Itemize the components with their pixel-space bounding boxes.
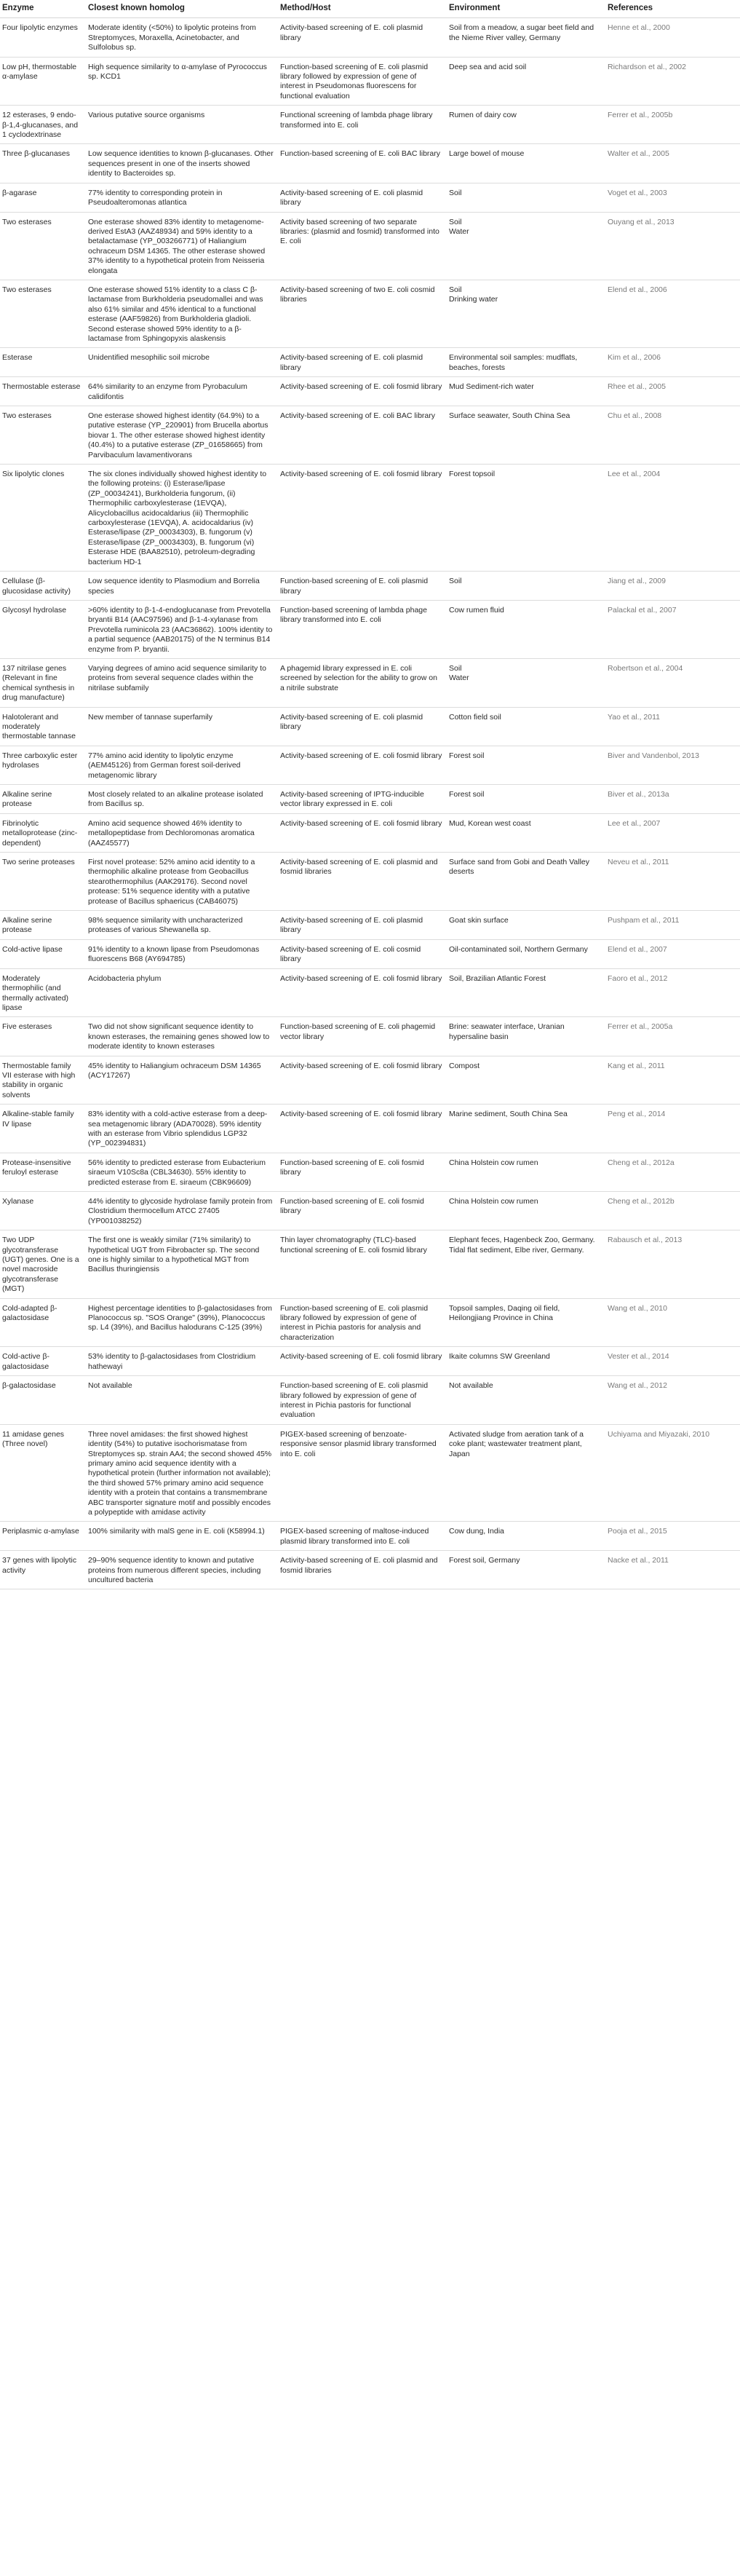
method-cell: Activity-based screening of E. coli plasmid and fosmid libraries: [278, 1551, 447, 1589]
table-row: [0, 348, 740, 377]
environment-cell: Elephant feces, Hagenbeck Zoo, Germany. Tidal flat sediment, Elbe river, Germany.: [447, 1230, 605, 1298]
enzyme-cell: Three carboxylic ester hydrolases: [0, 746, 86, 784]
homolog-cell: >60% identity to β-1-4-endoglucanase from Prevotella bryantii B14 (AAC97596) and β-1-4-xylanase from Prevotella ruminicola 23 (AAC36862). 100% identity to a partial sequence (AAB20175) of the N terminus B14 enzyme from P. bryantii.: [86, 600, 278, 658]
method-cell: PIGEX-based screening of maltose-induced plasmid library transformed into E. coli: [278, 1522, 447, 1551]
homolog-cell: The six clones individually showed highest identity to the following proteins: (i) Esterase/lipase (ZP_00034241), Burkholderia fungorum, (ii) Thermophilic carboxylesterase (1EVQA), Alicyclobacillus acidocaldarius (iii) Thermophilic carboxylesterase (1EVQA), A. acidocaldarius (iv) Esterase/lipase (ZP_00034303), B. fungorum (v) Esterase/lipase (ZP_00034303), B. fungorum (vi) Esterase HDE (BAA82510), petroleum-degrading bacterium HD-1: [86, 465, 278, 572]
reference-cell: Peng et al., 2014: [605, 1105, 740, 1153]
table-row: [0, 1153, 740, 1191]
table-row: [0, 1230, 740, 1298]
reference-cell: Ferrer et al., 2005a: [605, 1017, 740, 1056]
homolog-cell: Three novel amidases: the first showed highest identity (54%) to putative isochorismatase from Streptomyces sp. strain AA4; the second showed 45% primary amino acid sequence identity with a hypothetical protein (further information not available); the third showed 57% primary amino acid sequence identity with a protein that contains a transmembrane ABC transporter signature motif and possibly encodes a polypeptide with amidase activity: [86, 1424, 278, 1522]
reference-cell: Wang et al., 2012: [605, 1376, 740, 1425]
environment-cell: China Holstein cow rumen: [447, 1153, 605, 1191]
method-cell: Function-based screening of E. coli BAC library: [278, 144, 447, 183]
method-cell: Function-based screening of E. coli plasmid library followed by expression of gene of interest in Pichia pastoris for functional evaluation: [278, 1376, 447, 1425]
method-cell: Function-based screening of E. coli plasmid library: [278, 572, 447, 601]
table-row: [0, 280, 740, 347]
method-cell: Function-based screening of E. coli plasmid library followed by expression of gene of interest in Pichia pastoris for analysis and characterization: [278, 1298, 447, 1347]
method-cell: PIGEX-based screening of benzoate-responsive sensor plasmid library transformed into E. coli: [278, 1424, 447, 1522]
environment-cell: Environmental soil samples: mudflats, beaches, forests: [447, 348, 605, 377]
reference-cell: Elend et al., 2006: [605, 280, 740, 347]
table-row: [0, 853, 740, 911]
reference-cell: Ferrer et al., 2005b: [605, 106, 740, 144]
column-header-enzyme: Enzyme: [0, 0, 86, 18]
reference-cell: Neveu et al., 2011: [605, 853, 740, 911]
reference-cell: Lee et al., 2004: [605, 465, 740, 572]
method-cell: Activity based screening of two separate libraries: (plasmid and fosmid) transformed into E. coli: [278, 212, 447, 280]
enzyme-cell: β-galactosidase: [0, 1376, 86, 1425]
homolog-cell: 91% identity to a known lipase from Pseudomonas fluorescens B68 (AY694785): [86, 939, 278, 968]
enzyme-cell: Glycosyl hydrolase: [0, 600, 86, 658]
enzyme-cell: Alkaline-stable family IV lipase: [0, 1105, 86, 1153]
enzyme-cell: 137 nitrilase genes (Relevant in fine chemical synthesis in drug manufacture): [0, 658, 86, 707]
reference-cell: Vester et al., 2014: [605, 1347, 740, 1376]
environment-cell: Cotton field soil: [447, 707, 605, 746]
method-cell: Activity-based screening of E. coli fosmid library: [278, 746, 447, 784]
environment-cell: Activated sludge from aeration tank of a coke plant; wastewater treatment plant, Japan: [447, 1424, 605, 1522]
method-cell: Activity-based screening of E. coli fosmid library: [278, 813, 447, 852]
table-row: [0, 1347, 740, 1376]
environment-cell: Forest soil: [447, 746, 605, 784]
environment-cell: Deep sea and acid soil: [447, 57, 605, 106]
environment-cell: Forest soil: [447, 785, 605, 814]
environment-cell: Goat skin surface: [447, 911, 605, 940]
method-cell: Activity-based screening of E. coli BAC library: [278, 406, 447, 465]
reference-cell: Wang et al., 2010: [605, 1298, 740, 1347]
enzyme-cell: Cold-active β-galactosidase: [0, 1347, 86, 1376]
enzyme-cell: 12 esterases, 9 endo-β-1,4-glucanases, and 1 cyclodextrinase: [0, 106, 86, 144]
table-row: [0, 968, 740, 1017]
environment-cell: Large bowel of mouse: [447, 144, 605, 183]
homolog-cell: High sequence similarity to α-amylase of Pyrococcus sp. KCD1: [86, 57, 278, 106]
method-cell: Function-based screening of E. coli fosmid library: [278, 1192, 447, 1230]
table-row: [0, 57, 740, 106]
table-row: [0, 1056, 740, 1105]
reference-cell: Chu et al., 2008: [605, 406, 740, 465]
environment-cell: Surface seawater, South China Sea: [447, 406, 605, 465]
enzyme-cell: Five esterases: [0, 1017, 86, 1056]
table-row: [0, 406, 740, 465]
environment-cell: Soil Drinking water: [447, 280, 605, 347]
table-row: [0, 144, 740, 183]
method-cell: Function-based screening of E. coli plasmid library followed by expression of gene of interest in Pseudomonas fluorescens for functional evaluation: [278, 57, 447, 106]
method-cell: Activity-based screening of E. coli plasmid and fosmid libraries: [278, 853, 447, 911]
enzyme-cell: Periplasmic α-amylase: [0, 1522, 86, 1551]
reference-cell: Biver and Vandenbol, 2013: [605, 746, 740, 784]
table-row: [0, 1105, 740, 1153]
environment-cell: Soil from a meadow, a sugar beet field and the Nieme River valley, Germany: [447, 18, 605, 57]
method-cell: Activity-based screening of E. coli plasmid library: [278, 18, 447, 57]
homolog-cell: The first one is weakly similar (71% similarity) to hypothetical UGT from Fibrobacter sp. The second one is highly similar to a hypothetical MGT from Bacillus thuringiensis: [86, 1230, 278, 1298]
reference-cell: Ouyang et al., 2013: [605, 212, 740, 280]
table-row: [0, 911, 740, 940]
homolog-cell: Acidobacteria phylum: [86, 968, 278, 1017]
homolog-cell: Highest percentage identities to β-galactosidases from Planococcus sp. "SOS Orange" (39%), Planococcus sp. L4 (39%), and Bacillus halodurans C-125 (39%): [86, 1298, 278, 1347]
method-cell: Activity-based screening of E. coli cosmid library: [278, 939, 447, 968]
homolog-cell: Varying degrees of amino acid sequence similarity to proteins from several sequence clades within the nitrilase subfamily: [86, 658, 278, 707]
table-row: [0, 18, 740, 57]
environment-cell: Mud, Korean west coast: [447, 813, 605, 852]
table-row: [0, 465, 740, 572]
enzyme-cell: Alkaline serine protease: [0, 785, 86, 814]
reference-cell: Palackal et al., 2007: [605, 600, 740, 658]
method-cell: Activity-based screening of IPTG-inducible vector library expressed in E. coli: [278, 785, 447, 814]
method-cell: Activity-based screening of E. coli fosmid library: [278, 968, 447, 1017]
table-row: [0, 1376, 740, 1425]
enzyme-cell: Two UDP glycotransferase (UGT) genes. One is a novel macroside glycotransferase (MGT): [0, 1230, 86, 1298]
enzyme-cell: Cellulase (β-glucosidase activity): [0, 572, 86, 601]
reference-cell: Pooja et al., 2015: [605, 1522, 740, 1551]
environment-cell: Compost: [447, 1056, 605, 1105]
homolog-cell: 45% identity to Haliangium ochraceum DSM 14365 (ACY17267): [86, 1056, 278, 1105]
enzyme-cell: Xylanase: [0, 1192, 86, 1230]
homolog-cell: Most closely related to an alkaline protease isolated from Bacillus sp.: [86, 785, 278, 814]
table-row: [0, 106, 740, 144]
enzyme-cell: Alkaline serine protease: [0, 911, 86, 940]
table-row: [0, 658, 740, 707]
homolog-cell: One esterase showed 51% identity to a class C β-lactamase from Burkholderia pseudomallei and was also 61% similar and 45% identical to a functional esterase (AAF59826) from Burkholderia gladioli. Second esterase showed 59% identity to a β-lactamase from Sphingopyxis alaskensis: [86, 280, 278, 347]
reference-cell: Elend et al., 2007: [605, 939, 740, 968]
environment-cell: Cow rumen fluid: [447, 600, 605, 658]
environment-cell: Forest topsoil: [447, 465, 605, 572]
enzyme-cell: Halotolerant and moderately thermostable tannase: [0, 707, 86, 746]
enzyme-cell: Low pH, thermostable α-amylase: [0, 57, 86, 106]
homolog-cell: 44% identity to glycoside hydrolase family protein from Clostridium thermocellum ATCC 27405 (YP001038252): [86, 1192, 278, 1230]
enzyme-cell: Protease-insensitive feruloyl esterase: [0, 1153, 86, 1191]
method-cell: Thin layer chromatography (TLC)-based functional screening of E. coli fosmid library: [278, 1230, 447, 1298]
homolog-cell: 83% identity with a cold-active esterase from a deep-sea metagenomic library (ADA70028). 59% identity with an esterase from Vibrio splendidus LGP32 (YP_002394831): [86, 1105, 278, 1153]
method-cell: Activity-based screening of E. coli fosmid library: [278, 377, 447, 406]
environment-cell: Rumen of dairy cow: [447, 106, 605, 144]
reference-cell: Rhee et al., 2005: [605, 377, 740, 406]
reference-cell: Cheng et al., 2012b: [605, 1192, 740, 1230]
enzyme-cell: 11 amidase genes (Three novel): [0, 1424, 86, 1522]
homolog-cell: First novel protease: 52% amino acid identity to a thermophilic alkaline protease from Geobacillus stearothermophilus (AAK29176). Second novel protease: 51% sequence identity with a putative protease of Bacillus sphaericus (CAB46075): [86, 853, 278, 911]
environment-cell: Soil, Brazilian Atlantic Forest: [447, 968, 605, 1017]
reference-cell: Cheng et al., 2012a: [605, 1153, 740, 1191]
environment-cell: Oil-contaminated soil, Northern Germany: [447, 939, 605, 968]
homolog-cell: Various putative source organisms: [86, 106, 278, 144]
reference-cell: Kang et al., 2011: [605, 1056, 740, 1105]
homolog-cell: 98% sequence similarity with uncharacterized proteases of various Shewanella sp.: [86, 911, 278, 940]
table-row: [0, 212, 740, 280]
enzyme-cell: Moderately thermophilic (and thermally activated) lipase: [0, 968, 86, 1017]
column-header-references: References: [605, 0, 740, 18]
environment-cell: Brine: seawater interface, Uranian hypersaline basin: [447, 1017, 605, 1056]
enzyme-cell: Fibrinolytic metalloprotease (zinc-dependent): [0, 813, 86, 852]
table-row: [0, 572, 740, 601]
homolog-cell: New member of tannase superfamily: [86, 707, 278, 746]
enzyme-cell: Thermostable esterase: [0, 377, 86, 406]
homolog-cell: Two did not show significant sequence identity to known esterases, the remaining genes showed low to moderate identity to known esterases: [86, 1017, 278, 1056]
reference-cell: Kim et al., 2006: [605, 348, 740, 377]
homolog-cell: Moderate identity (<50%) to lipolytic proteins from Streptomyces, Moraxella, Acinetobacter, and Sulfolobus sp.: [86, 18, 278, 57]
reference-cell: Nacke et al., 2011: [605, 1551, 740, 1589]
reference-cell: Rabausch et al., 2013: [605, 1230, 740, 1298]
method-cell: Function-based screening of lambda phage library transformed into E. coli: [278, 600, 447, 658]
homolog-cell: Unidentified mesophilic soil microbe: [86, 348, 278, 377]
method-cell: Function-based screening of E. coli fosmid library: [278, 1153, 447, 1191]
reference-cell: Walter et al., 2005: [605, 144, 740, 183]
homolog-cell: 29–90% sequence identity to known and putative proteins from numerous different species, including uncultured bacteria: [86, 1551, 278, 1589]
method-cell: Activity-based screening of E. coli plasmid library: [278, 348, 447, 377]
column-header-homolog: Closest known homolog: [86, 0, 278, 18]
method-cell: A phagemid library expressed in E. coli screened by selection for the ability to grow on a nitrile substrate: [278, 658, 447, 707]
homolog-cell: Low sequence identity to Plasmodium and Borrelia species: [86, 572, 278, 601]
reference-cell: Pushpam et al., 2011: [605, 911, 740, 940]
table-body: [0, 18, 740, 1589]
reference-cell: Voget et al., 2003: [605, 183, 740, 212]
environment-cell: Mud Sediment-rich water: [447, 377, 605, 406]
reference-cell: Richardson et al., 2002: [605, 57, 740, 106]
homolog-cell: 77% amino acid identity to lipolytic enzyme (AEM45126) from German forest soil-derived metagenomic library: [86, 746, 278, 784]
environment-cell: Soil Water: [447, 212, 605, 280]
environment-cell: Topsoil samples, Daqing oil field, Heilongjiang Province in China: [447, 1298, 605, 1347]
homolog-cell: 77% identity to corresponding protein in Pseudoalteromonas atlantica: [86, 183, 278, 212]
enzyme-cell: Thermostable family VII esterase with high stability in organic solvents: [0, 1056, 86, 1105]
enzyme-cell: Six lipolytic clones: [0, 465, 86, 572]
reference-cell: Biver et al., 2013a: [605, 785, 740, 814]
environment-cell: China Holstein cow rumen: [447, 1192, 605, 1230]
column-header-environment: Environment: [447, 0, 605, 18]
table-row: [0, 1522, 740, 1551]
table-row: [0, 377, 740, 406]
environment-cell: Not available: [447, 1376, 605, 1425]
table-row: [0, 785, 740, 814]
table-row: [0, 939, 740, 968]
environment-cell: Marine sediment, South China Sea: [447, 1105, 605, 1153]
environment-cell: Ikaite columns SW Greenland: [447, 1347, 605, 1376]
method-cell: Activity-based screening of E. coli plasmid library: [278, 911, 447, 940]
reference-cell: Jiang et al., 2009: [605, 572, 740, 601]
enzyme-cell: Cold-active lipase: [0, 939, 86, 968]
environment-cell: Surface sand from Gobi and Death Valley deserts: [447, 853, 605, 911]
table-row: [0, 1298, 740, 1347]
enzyme-cell: Cold-adapted β-galactosidase: [0, 1298, 86, 1347]
enzyme-cell: Three β-glucanases: [0, 144, 86, 183]
homolog-cell: One esterase showed highest identity (64.9%) to a putative esterase (YP_220901) from Brucella abortus biovar 1. The other esterase showed highest identity (40.4%) to a putative esterase (ZP_01658665) from Parvibaculum lavamentivorans: [86, 406, 278, 465]
method-cell: Functional screening of lambda phage library transformed into E. coli: [278, 106, 447, 144]
method-cell: Function-based screening of E. coli phagemid vector library: [278, 1017, 447, 1056]
table-row: [0, 183, 740, 212]
method-cell: Activity-based screening of E. coli fosmid library: [278, 1347, 447, 1376]
method-cell: Activity-based screening of E. coli plasmid library: [278, 183, 447, 212]
reference-cell: Henne et al., 2000: [605, 18, 740, 57]
table-row: [0, 813, 740, 852]
method-cell: Activity-based screening of E. coli fosmid library: [278, 465, 447, 572]
method-cell: Activity-based screening of E. coli plasmid library: [278, 707, 447, 746]
table-row: [0, 600, 740, 658]
method-cell: Activity-based screening of E. coli fosmid library: [278, 1105, 447, 1153]
reference-cell: Faoro et al., 2012: [605, 968, 740, 1017]
environment-cell: Forest soil, Germany: [447, 1551, 605, 1589]
table-row: [0, 1424, 740, 1522]
reference-cell: Yao et al., 2011: [605, 707, 740, 746]
homolog-cell: Not available: [86, 1376, 278, 1425]
table-row: [0, 746, 740, 784]
method-cell: Activity-based screening of two E. coli cosmid libraries: [278, 280, 447, 347]
reference-cell: Lee et al., 2007: [605, 813, 740, 852]
homolog-cell: Amino acid sequence showed 46% identity to metallopeptidase from Dechloromonas aromatica (AAZ45577): [86, 813, 278, 852]
table-row: [0, 1192, 740, 1230]
environment-cell: Cow dung, India: [447, 1522, 605, 1551]
enzyme-cell: Two esterases: [0, 212, 86, 280]
enzyme-cell: Esterase: [0, 348, 86, 377]
enzyme-cell: 37 genes with lipolytic activity: [0, 1551, 86, 1589]
homolog-cell: Low sequence identities to known β-glucanases. Other sequences present in one of the inserts showed identity to Bacteroides sp.: [86, 144, 278, 183]
environment-cell: Soil: [447, 183, 605, 212]
environment-cell: Soil: [447, 572, 605, 601]
homolog-cell: 53% identity to β-galactosidases from Clostridium hathewayi: [86, 1347, 278, 1376]
homolog-cell: One esterase showed 83% identity to metagenome-derived EstA3 (AAZ48934) and 59% identity to a betalactamase (YP_003266771) of Haliangium ochraceum DSM 14365. The other esterase showed 37% identity to a hypothetical protein from Neisseria elongata: [86, 212, 278, 280]
column-header-method: Method/Host: [278, 0, 447, 18]
table-row: [0, 1017, 740, 1056]
table-row: [0, 707, 740, 746]
enzyme-cell: Two esterases: [0, 406, 86, 465]
table-row: [0, 1551, 740, 1589]
homolog-cell: 100% similarity with malS gene in E. coli (K58994.1): [86, 1522, 278, 1551]
reference-cell: Robertson et al., 2004: [605, 658, 740, 707]
table-header-row: [0, 0, 740, 18]
enzyme-cell: Two esterases: [0, 280, 86, 347]
enzyme-cell: Four lipolytic enzymes: [0, 18, 86, 57]
enzyme-cell: Two serine proteases: [0, 853, 86, 911]
homolog-cell: 64% similarity to an enzyme from Pyrobaculum calidifontis: [86, 377, 278, 406]
reference-cell: Uchiyama and Miyazaki, 2010: [605, 1424, 740, 1522]
enzyme-cell: β-agarase: [0, 183, 86, 212]
homolog-cell: 56% identity to predicted esterase from Eubacterium siraeum V10Sc8a (CBL34630). 55% identity to predicted esterase from E. siraeum (CBK96609): [86, 1153, 278, 1191]
environment-cell: Soil Water: [447, 658, 605, 707]
method-cell: Activity-based screening of E. coli fosmid library: [278, 1056, 447, 1105]
